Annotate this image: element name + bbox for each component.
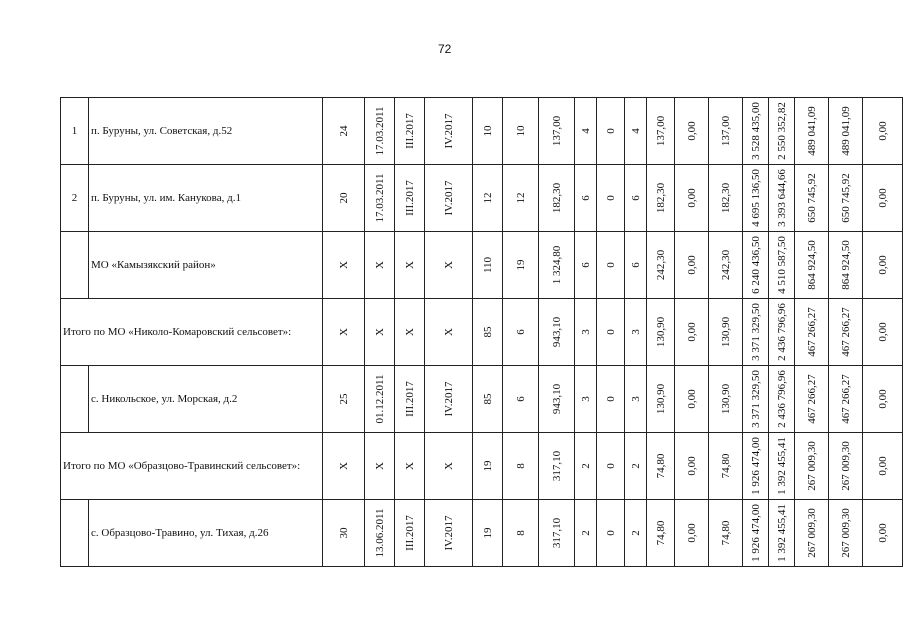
cell-f9 xyxy=(597,98,625,165)
cell-f7 xyxy=(539,500,575,567)
cell-f12 xyxy=(675,232,709,299)
cell-value: 267 009,30 xyxy=(805,508,818,558)
cell-f7 xyxy=(539,366,575,433)
row-number xyxy=(61,366,89,433)
cell-value: 17.03.2011 xyxy=(373,173,386,223)
cell-f8 xyxy=(575,232,597,299)
cell-f9 xyxy=(597,232,625,299)
cell-value: X xyxy=(373,261,386,269)
cell-value: 3 393 644,66 xyxy=(775,169,788,227)
cell-value: 4 xyxy=(629,128,642,134)
cell-value: 864 924,50 xyxy=(805,240,818,290)
cell-value: 267 009,30 xyxy=(839,508,852,558)
cell-f13 xyxy=(709,232,743,299)
cell-f3 xyxy=(395,165,425,232)
cell-f10 xyxy=(625,500,647,567)
table-row xyxy=(61,232,903,299)
cell-f2 xyxy=(365,500,395,567)
cell-f7 xyxy=(539,232,575,299)
cell-f17 xyxy=(829,98,863,165)
cell-value: 182,30 xyxy=(719,182,732,214)
cell-f13 xyxy=(709,366,743,433)
cell-value: 0,00 xyxy=(685,322,698,342)
cell-value: 0,00 xyxy=(876,121,889,141)
cell-f15 xyxy=(769,165,795,232)
cell-f17 xyxy=(829,165,863,232)
cell-value: 1 926 474,00 xyxy=(749,437,762,495)
cell-value: 467 266,27 xyxy=(839,374,852,424)
cell-f12 xyxy=(675,98,709,165)
cell-value: 0,00 xyxy=(876,456,889,476)
cell-f5 xyxy=(473,98,503,165)
cell-value: IV.2017 xyxy=(442,113,455,149)
cell-value: 0 xyxy=(604,329,617,335)
cell-f3 xyxy=(395,500,425,567)
cell-f17 xyxy=(829,433,863,500)
cell-value: 137,00 xyxy=(550,115,563,147)
cell-value: 1 392 455,41 xyxy=(775,437,788,495)
cell-value: 8 xyxy=(514,463,527,469)
cell-value: 0,00 xyxy=(685,121,698,141)
cell-f4 xyxy=(425,98,473,165)
cell-value: 4 695 136,50 xyxy=(749,169,762,227)
cell-f1 xyxy=(323,98,365,165)
cell-value: 242,30 xyxy=(719,249,732,281)
cell-value: 130,90 xyxy=(719,316,732,348)
cell-value: X xyxy=(373,462,386,470)
cell-value: 6 xyxy=(629,195,642,201)
cell-value: 10 xyxy=(514,125,527,137)
cell-f14 xyxy=(743,500,769,567)
cell-f4 xyxy=(425,366,473,433)
table-row xyxy=(61,98,903,165)
cell-f11 xyxy=(647,165,675,232)
cell-value: 130,90 xyxy=(654,316,667,348)
cell-value: 489 041,09 xyxy=(805,106,818,156)
cell-value: III.2017 xyxy=(403,113,416,149)
cell-value: 20 xyxy=(337,192,350,204)
cell-f7 xyxy=(539,165,575,232)
cell-f6 xyxy=(503,165,539,232)
cell-value: 137,00 xyxy=(654,115,667,147)
cell-value: 2 xyxy=(629,530,642,536)
cell-value: III.2017 xyxy=(403,381,416,417)
cell-value: 267 009,30 xyxy=(805,441,818,491)
cell-f1 xyxy=(323,232,365,299)
cell-value: 6 xyxy=(629,262,642,268)
cell-f18 xyxy=(863,98,903,165)
cell-value: 01.12.2011 xyxy=(373,374,386,424)
cell-f13 xyxy=(709,299,743,366)
cell-value: 4 xyxy=(579,128,592,134)
cell-f3 xyxy=(395,232,425,299)
cell-f2 xyxy=(365,165,395,232)
cell-f18 xyxy=(863,299,903,366)
cell-value: 467 266,27 xyxy=(805,307,818,357)
cell-f11 xyxy=(647,500,675,567)
cell-value: 74,80 xyxy=(719,520,732,546)
cell-value: 4 510 587,50 xyxy=(775,236,788,294)
cell-f11 xyxy=(647,299,675,366)
cell-f10 xyxy=(625,366,647,433)
cell-value: 864 924,50 xyxy=(839,240,852,290)
cell-f9 xyxy=(597,433,625,500)
cell-value: 242,30 xyxy=(654,249,667,281)
cell-f14 xyxy=(743,165,769,232)
cell-f12 xyxy=(675,366,709,433)
cell-f13 xyxy=(709,433,743,500)
cell-f2 xyxy=(365,366,395,433)
cell-f4 xyxy=(425,299,473,366)
cell-value: 74,80 xyxy=(719,453,732,479)
cell-f2 xyxy=(365,433,395,500)
table-row xyxy=(61,433,903,500)
cell-value: 467 266,27 xyxy=(839,307,852,357)
cell-f5 xyxy=(473,165,503,232)
cell-value: 943,10 xyxy=(550,383,563,415)
cell-f2 xyxy=(365,299,395,366)
cell-f11 xyxy=(647,433,675,500)
cell-f8 xyxy=(575,433,597,500)
cell-value: X xyxy=(403,328,416,336)
cell-value: 6 xyxy=(579,262,592,268)
cell-value: 12 xyxy=(514,192,527,204)
cell-value: 0,00 xyxy=(876,389,889,409)
cell-value: X xyxy=(442,261,455,269)
cell-f10 xyxy=(625,299,647,366)
cell-f6 xyxy=(503,500,539,567)
cell-f1 xyxy=(323,366,365,433)
table-row xyxy=(61,299,903,366)
cell-value: 137,00 xyxy=(719,115,732,147)
cell-f5 xyxy=(473,433,503,500)
cell-f13 xyxy=(709,98,743,165)
cell-value: III.2017 xyxy=(403,515,416,551)
cell-f7 xyxy=(539,433,575,500)
cell-value: 3 xyxy=(629,396,642,402)
cell-f12 xyxy=(675,299,709,366)
cell-value: 0,00 xyxy=(876,255,889,275)
row-address: Итого по МО «Николо-Комаровский сельсовет»: xyxy=(61,299,323,366)
cell-f18 xyxy=(863,433,903,500)
cell-f3 xyxy=(395,98,425,165)
cell-f17 xyxy=(829,500,863,567)
row-number: 2 xyxy=(61,165,89,232)
cell-value: 2 436 796,96 xyxy=(775,370,788,428)
cell-value: 3 xyxy=(629,329,642,335)
row-address: с. Образцово-Травино, ул. Тихая, д.26 xyxy=(89,500,323,567)
cell-f1 xyxy=(323,299,365,366)
cell-value: 943,10 xyxy=(550,316,563,348)
cell-value: 650 745,92 xyxy=(839,173,852,223)
cell-value: 3 xyxy=(579,329,592,335)
row-address: с. Никольское, ул. Морская, д.2 xyxy=(89,366,323,433)
cell-f10 xyxy=(625,232,647,299)
cell-value: 8 xyxy=(514,530,527,536)
cell-f11 xyxy=(647,366,675,433)
cell-value: 19 xyxy=(481,460,494,472)
cell-value: X xyxy=(337,261,350,269)
cell-f5 xyxy=(473,232,503,299)
cell-value: IV.2017 xyxy=(442,381,455,417)
cell-f17 xyxy=(829,366,863,433)
cell-value: 0,00 xyxy=(876,523,889,543)
cell-f8 xyxy=(575,299,597,366)
cell-f4 xyxy=(425,500,473,567)
cell-value: 0,00 xyxy=(876,188,889,208)
cell-f16 xyxy=(795,433,829,500)
cell-value: 0 xyxy=(604,195,617,201)
cell-value: IV.2017 xyxy=(442,515,455,551)
cell-f18 xyxy=(863,500,903,567)
cell-f1 xyxy=(323,165,365,232)
cell-value: 2 550 352,82 xyxy=(775,102,788,160)
cell-value: 0 xyxy=(604,530,617,536)
cell-f6 xyxy=(503,98,539,165)
cell-f13 xyxy=(709,500,743,567)
cell-value: X xyxy=(403,462,416,470)
cell-value: IV.2017 xyxy=(442,180,455,216)
cell-value: X xyxy=(442,462,455,470)
cell-f3 xyxy=(395,366,425,433)
cell-f16 xyxy=(795,500,829,567)
cell-value: 2 436 796,96 xyxy=(775,303,788,361)
cell-value: 1 324,80 xyxy=(550,245,563,285)
cell-f6 xyxy=(503,299,539,366)
cell-f16 xyxy=(795,299,829,366)
cell-value: 85 xyxy=(481,326,494,338)
cell-value: 3 371 329,50 xyxy=(749,303,762,361)
row-address: Итого по МО «Образцово-Травинский сельсовет»: xyxy=(61,433,323,500)
cell-f4 xyxy=(425,433,473,500)
cell-f8 xyxy=(575,98,597,165)
cell-value: 6 240 436,50 xyxy=(749,236,762,294)
cell-f18 xyxy=(863,232,903,299)
cell-f15 xyxy=(769,299,795,366)
cell-value: 85 xyxy=(481,393,494,405)
page-number: 72 xyxy=(438,42,452,56)
cell-f4 xyxy=(425,232,473,299)
cell-value: 0,00 xyxy=(876,322,889,342)
cell-value: 30 xyxy=(337,527,350,539)
cell-value: 1 926 474,00 xyxy=(749,504,762,562)
cell-f15 xyxy=(769,433,795,500)
cell-f5 xyxy=(473,299,503,366)
cell-f9 xyxy=(597,165,625,232)
cell-value: 6 xyxy=(579,195,592,201)
cell-value: 2 xyxy=(629,463,642,469)
cell-value: 0,00 xyxy=(685,255,698,275)
cell-f16 xyxy=(795,165,829,232)
cell-f10 xyxy=(625,165,647,232)
cell-value: 10 xyxy=(481,125,494,137)
row-number xyxy=(61,500,89,567)
cell-f14 xyxy=(743,299,769,366)
cell-value: 110 xyxy=(481,256,494,274)
row-address: п. Буруны, ул. Советская, д.52 xyxy=(89,98,323,165)
cell-value: 489 041,09 xyxy=(839,106,852,156)
cell-f14 xyxy=(743,433,769,500)
cell-f2 xyxy=(365,98,395,165)
cell-value: 650 745,92 xyxy=(805,173,818,223)
cell-f3 xyxy=(395,299,425,366)
cell-value: 1 392 455,41 xyxy=(775,504,788,562)
cell-f10 xyxy=(625,98,647,165)
cell-f1 xyxy=(323,500,365,567)
cell-value: 317,10 xyxy=(550,450,563,482)
cell-f16 xyxy=(795,98,829,165)
cell-value: 182,30 xyxy=(654,182,667,214)
cell-f9 xyxy=(597,299,625,366)
cell-value: 6 xyxy=(514,396,527,402)
table-row xyxy=(61,500,903,567)
cell-value: 2 xyxy=(579,463,592,469)
cell-value: 0 xyxy=(604,128,617,134)
cell-f15 xyxy=(769,232,795,299)
cell-f8 xyxy=(575,366,597,433)
cell-f18 xyxy=(863,165,903,232)
cell-f11 xyxy=(647,232,675,299)
cell-value: 0 xyxy=(604,262,617,268)
cell-value: 3 371 329,50 xyxy=(749,370,762,428)
cell-value: X xyxy=(337,462,350,470)
cell-f17 xyxy=(829,232,863,299)
cell-f16 xyxy=(795,366,829,433)
cell-f8 xyxy=(575,500,597,567)
row-number xyxy=(61,232,89,299)
table-row xyxy=(61,366,903,433)
cell-f14 xyxy=(743,98,769,165)
row-number: 1 xyxy=(61,98,89,165)
cell-value: 182,30 xyxy=(550,182,563,214)
cell-f4 xyxy=(425,165,473,232)
cell-f12 xyxy=(675,165,709,232)
cell-f13 xyxy=(709,165,743,232)
cell-f18 xyxy=(863,366,903,433)
cell-value: X xyxy=(337,328,350,336)
cell-value: 0,00 xyxy=(685,456,698,476)
cell-value: 130,90 xyxy=(654,383,667,415)
cell-f16 xyxy=(795,232,829,299)
cell-value: 24 xyxy=(337,125,350,137)
cell-value: 13.06.2011 xyxy=(373,508,386,558)
cell-f9 xyxy=(597,366,625,433)
cell-value: X xyxy=(442,328,455,336)
row-address: п. Буруны, ул. им. Канукова, д.1 xyxy=(89,165,323,232)
cell-value: 0 xyxy=(604,463,617,469)
cell-value: 17.03.2011 xyxy=(373,106,386,156)
cell-value: 19 xyxy=(514,259,527,271)
table-row xyxy=(61,165,903,232)
cell-f15 xyxy=(769,366,795,433)
cell-f1 xyxy=(323,433,365,500)
cell-value: 19 xyxy=(481,527,494,539)
cell-value: 74,80 xyxy=(654,453,667,479)
cell-f14 xyxy=(743,366,769,433)
cell-value: 0,00 xyxy=(685,188,698,208)
cell-f6 xyxy=(503,366,539,433)
cell-value: 12 xyxy=(481,192,494,204)
cell-f5 xyxy=(473,366,503,433)
cell-value: 0 xyxy=(604,396,617,402)
cell-value: 267 009,30 xyxy=(839,441,852,491)
cell-value: 6 xyxy=(514,329,527,335)
cell-f3 xyxy=(395,433,425,500)
cell-f12 xyxy=(675,433,709,500)
housing-program-table xyxy=(60,97,903,567)
cell-value: X xyxy=(403,261,416,269)
cell-f5 xyxy=(473,500,503,567)
cell-value: 74,80 xyxy=(654,520,667,546)
cell-value: 0,00 xyxy=(685,523,698,543)
cell-f7 xyxy=(539,299,575,366)
cell-value: 2 xyxy=(579,530,592,536)
cell-f2 xyxy=(365,232,395,299)
cell-f7 xyxy=(539,98,575,165)
cell-f15 xyxy=(769,500,795,567)
cell-value: 3 xyxy=(579,396,592,402)
cell-value: 25 xyxy=(337,393,350,405)
cell-f9 xyxy=(597,500,625,567)
cell-f6 xyxy=(503,232,539,299)
cell-value: X xyxy=(373,328,386,336)
cell-f17 xyxy=(829,299,863,366)
row-address: МО «Камызякский район» xyxy=(89,232,323,299)
cell-f14 xyxy=(743,232,769,299)
cell-f15 xyxy=(769,98,795,165)
cell-f12 xyxy=(675,500,709,567)
cell-f11 xyxy=(647,98,675,165)
cell-f6 xyxy=(503,433,539,500)
cell-value: 467 266,27 xyxy=(805,374,818,424)
cell-value: 3 528 435,00 xyxy=(749,102,762,160)
cell-value: 317,10 xyxy=(550,517,563,549)
cell-value: 130,90 xyxy=(719,383,732,415)
cell-value: III.2017 xyxy=(403,180,416,216)
cell-f10 xyxy=(625,433,647,500)
cell-f8 xyxy=(575,165,597,232)
cell-value: 0,00 xyxy=(685,389,698,409)
